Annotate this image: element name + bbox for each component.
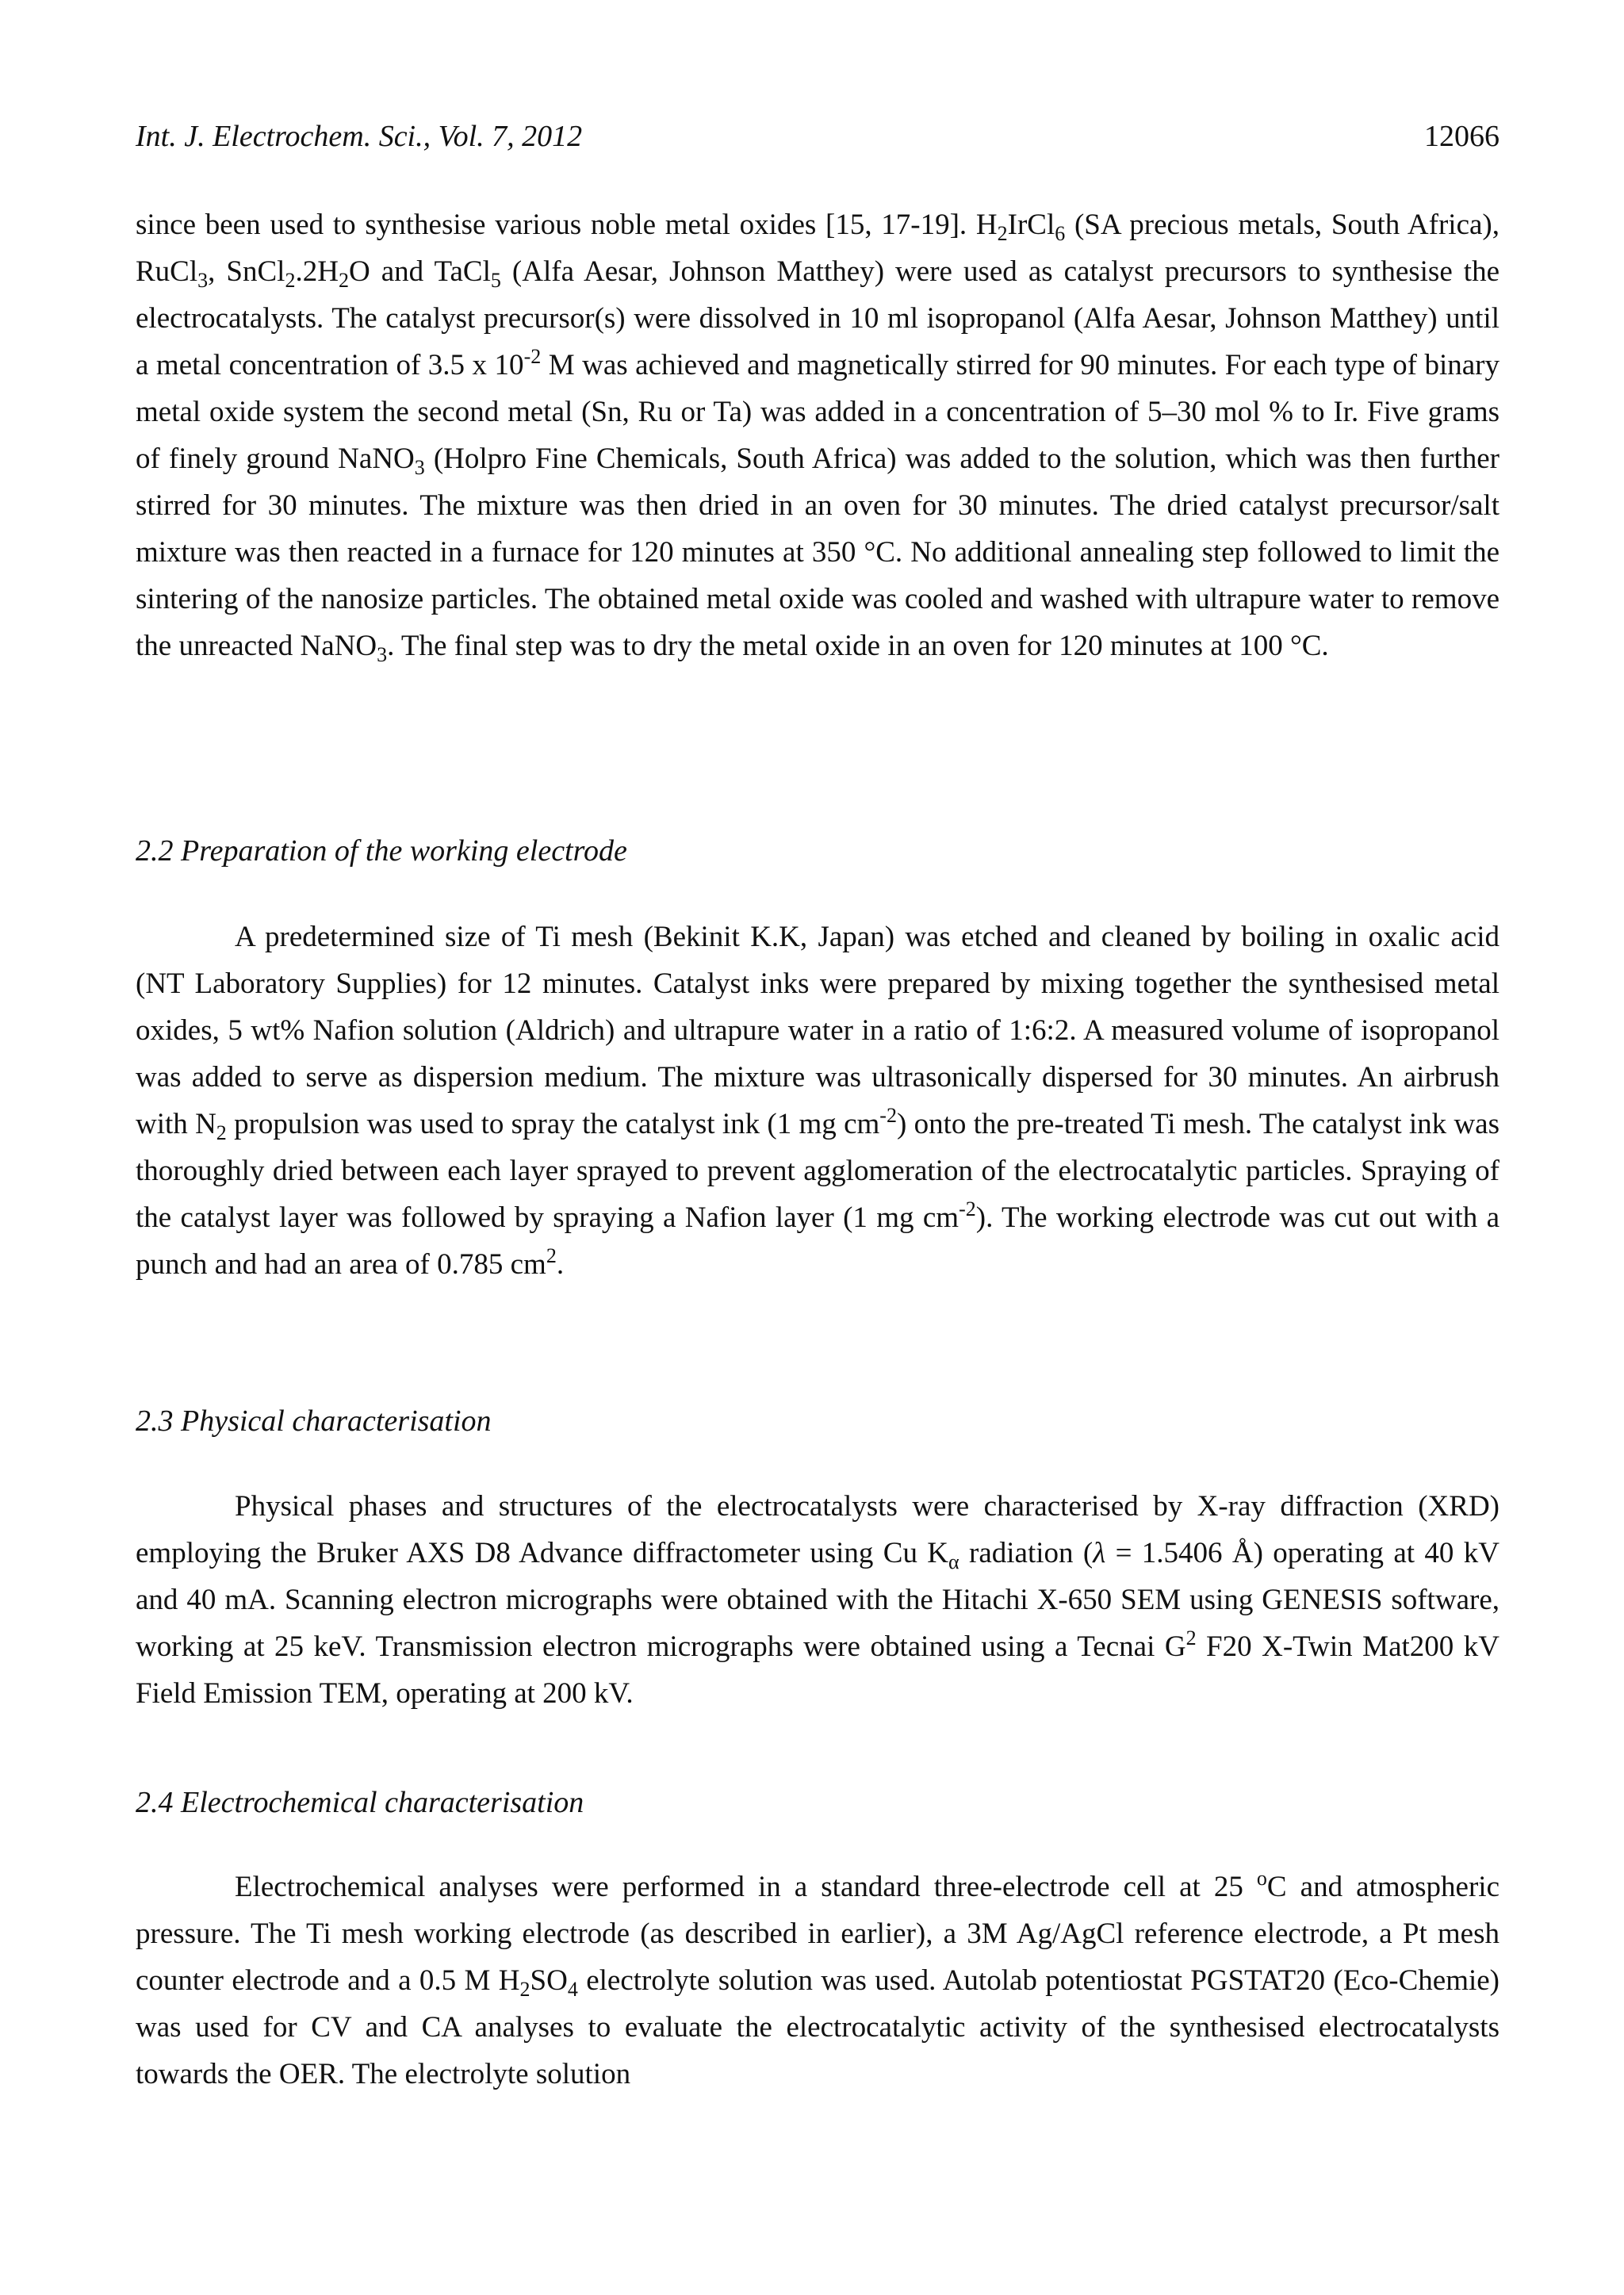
subscript: 3 xyxy=(414,456,425,479)
text-run: SO xyxy=(530,1964,568,1997)
subscript: 2 xyxy=(216,1121,227,1144)
text-run: IrCl xyxy=(1007,209,1055,241)
subscript: 2 xyxy=(338,269,349,292)
text-run: radiation ( xyxy=(959,1537,1094,1569)
superscript: -2 xyxy=(523,345,542,368)
text-run: Electrochemical analyses were performed in a standard three-electrode cell at 25 xyxy=(235,1871,1257,1903)
superscript: 2 xyxy=(546,1244,557,1267)
text-run: A predetermined size of Ti mesh (Bekinit K.K, Japan) was etched and cleaned by boiling in oxalic acid (NT Laboratory Supplies) for 12 minutes. Catalyst inks were prepared by mixing together the synthesised metal oxides, 5 wt% Nafion solution (Aldrich) and ultrapure water in a ratio of 1:6:2. A measured volume of isopropanol was added to serve as dispersion medium. The mixture was ultrasonically dispersed for 30 minutes. An airbrush with N xyxy=(136,921,1500,1140)
subscript: 5 xyxy=(490,269,501,292)
text-run: , SnCl xyxy=(208,255,285,288)
text-run: (Alfa Aesar, Johnson Matthey) were used as catalyst precursors to synthesise the electrocatalysts. The catalyst precursor(s) were dissolved in 10 ml isopropanol (Alfa Aesar, Johnson Matthey) until a metal concentration of 3.5 x 10 xyxy=(136,255,1500,381)
paragraph-working-electrode xyxy=(136,914,1500,1288)
paragraph-physical-characterisation xyxy=(136,1483,1500,1717)
text-run: C and atmospheric pressure. The Ti mesh working electrode (as described in earlier), a 3M Ag/AgCl reference electrode, a Pt mesh counter electrode and a 0.5 M H xyxy=(136,1871,1500,1997)
superscript: -2 xyxy=(879,1104,897,1127)
text-run: . xyxy=(556,1248,565,1281)
subscript: 4 xyxy=(567,1978,578,2001)
subscript: 2 xyxy=(997,222,1008,245)
subscript: 3 xyxy=(377,643,388,666)
subscript: 3 xyxy=(197,269,209,292)
paragraph-synthesis xyxy=(136,201,1500,669)
text-run: ) onto the pre-treated Ti mesh. The catalyst ink was thoroughly dried between each layer sprayed to prevent agglomeration of the electrocatalytic particles. Spraying of the catalyst layer was followed by spraying a Nafion layer (1 mg cm xyxy=(136,1108,1500,1234)
text-run: since been used to synthesise various noble metal oxides [15, 17-19]. H xyxy=(136,209,998,241)
section-heading-2-4: 2.4 Electrochemical characterisation xyxy=(136,1786,584,1819)
text-run: M was achieved and magnetically stirred for 90 minutes. For each type of binary metal oxide system the second metal (Sn, Ru or Ta) was added in a concentration of 5–30 mol % to Ir. Five grams of finely ground NaNO xyxy=(136,349,1500,475)
journal-citation: Int. J. Electrochem. Sci., Vol. 7, 2012 xyxy=(136,120,583,153)
section-heading-2-3: 2.3 Physical characterisation xyxy=(136,1404,492,1438)
text-run: electrolyte solution was used. Autolab potentiostat PGSTAT20 (Eco-Chemie) was used for CV and CA analyses to evaluate the electrocatalytic activity of the synthesised electrocatalysts towards the OER. The electrolyte solution xyxy=(136,1964,1500,2090)
text-run: ). The working electrode was cut out with a punch and had an area of 0.785 cm xyxy=(136,1201,1500,1281)
text-run: F20 X-Twin Mat200 kV Field Emission TEM, operating at 200 kV. xyxy=(136,1630,1500,1710)
subscript: 6 xyxy=(1055,222,1066,245)
page-number: 12066 xyxy=(1424,120,1500,153)
subscript: 2 xyxy=(285,269,296,292)
text-run: (Holpro Fine Chemicals, South Africa) was added to the solution, which was then further stirred for 30 minutes. The mixture was then dried in an oven for 30 minutes. The dried catalyst precursor/salt mixture was then reacted in a furnace for 120 minutes at 350 °C. No additional annealing step followed to limit the sintering of the nanosize particles. The obtained metal oxide was cooled and washed with ultrapure water to remove the unreacted NaNO xyxy=(136,443,1500,662)
text-run: O and TaCl xyxy=(348,255,491,288)
subscript: 2 xyxy=(519,1978,530,2001)
superscript: 2 xyxy=(1185,1626,1197,1649)
superscript: o xyxy=(1256,1867,1267,1890)
text-run: (SA precious metals, South Africa), RuCl xyxy=(136,209,1500,288)
text-run: .2H xyxy=(295,255,339,288)
section-heading-2-2: 2.2 Preparation of the working electrode xyxy=(136,834,627,868)
text-run: propulsion was used to spray the catalyst ink (1 mg cm xyxy=(226,1108,880,1140)
italic-symbol: λ xyxy=(1093,1537,1106,1569)
text-run: = 1.5406 Å) operating at 40 kV and 40 mA. Scanning electron micrographs were obtained with the Hitachi X-650 SEM using GENESIS software, working at 25 keV. Transmission electron micrographs were obtained using a Tecnai G xyxy=(136,1537,1500,1663)
text-run: . The final step was to dry the metal oxide in an oven for 120 minutes at 100 °C. xyxy=(387,630,1329,662)
subscript: α xyxy=(948,1550,959,1573)
paragraph-electrochemical-characterisation xyxy=(136,1864,1500,2098)
text-run: Physical phases and structures of the electrocatalysts were characterised by X-ray diffraction (XRD) employing the Bruker AXS D8 Advance diffractometer using Cu K xyxy=(136,1490,1500,1569)
superscript: -2 xyxy=(959,1197,976,1220)
